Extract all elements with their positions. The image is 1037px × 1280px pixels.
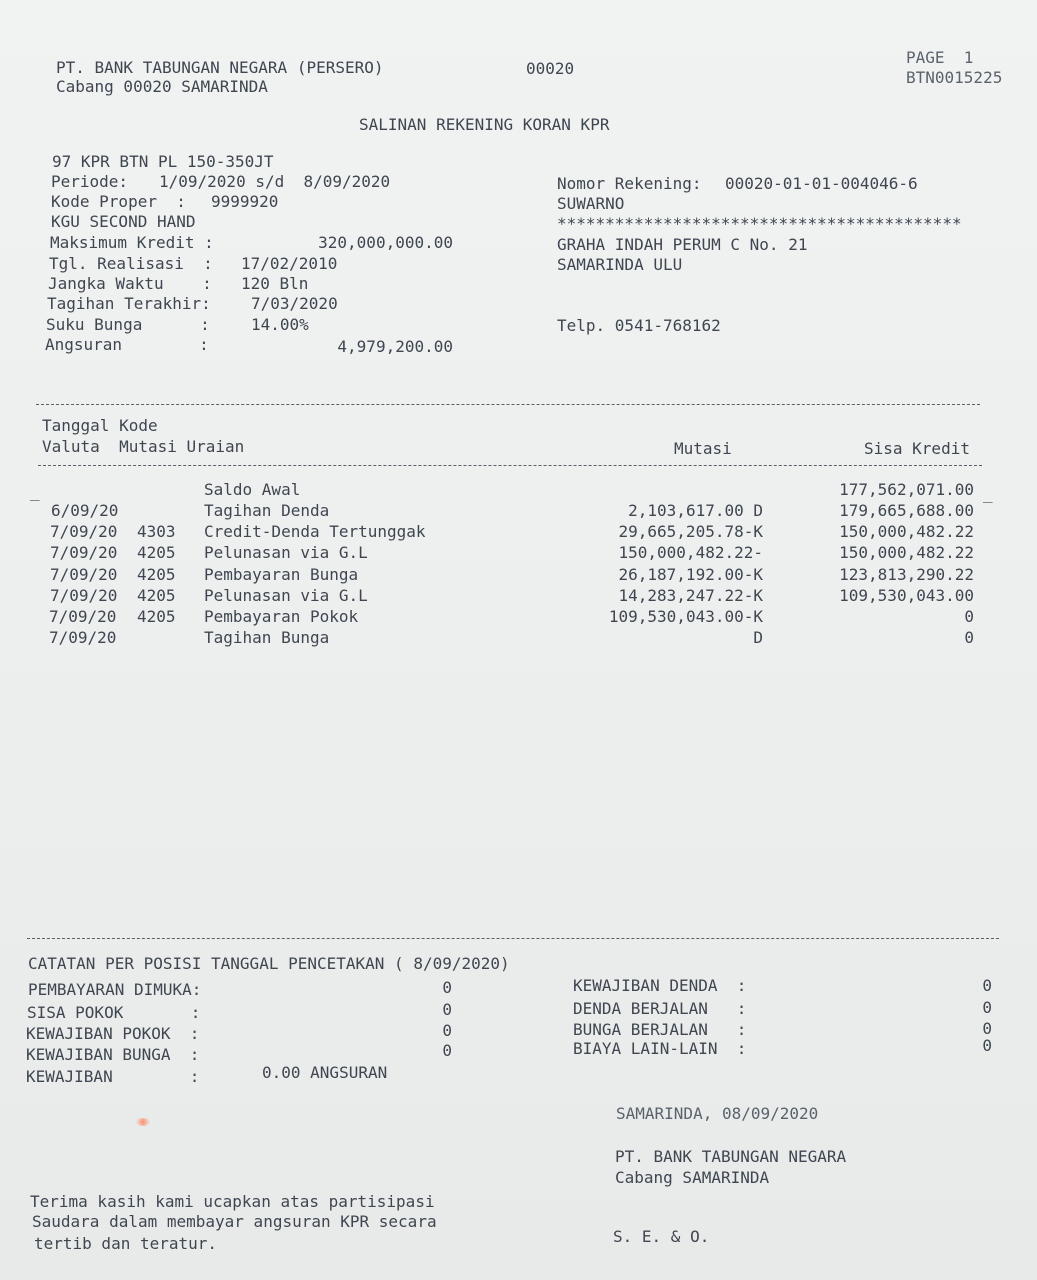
periode-label: Periode: [51, 172, 129, 191]
tagihan-terakhir-label: Tagihan Terakhir: [47, 294, 211, 313]
biaya-lain-value: 0 [982, 1036, 992, 1055]
row-description: Saldo Awal [204, 480, 301, 499]
row-marker-left: _ [30, 482, 40, 501]
row-description: Credit-Denda Tertunggak [204, 522, 426, 541]
pembayaran-dimuka-label: PEMBAYARAN DIMUKA: [28, 980, 202, 999]
pembayaran-dimuka-value: 0 [442, 978, 452, 997]
kewajiban-label: KEWAJIBAN : [26, 1067, 200, 1086]
thanks-line-3: tertib dan teratur. [34, 1234, 218, 1253]
row-date: 7/09/20 [50, 543, 118, 562]
row-code: 4205 [137, 607, 176, 626]
row-sisa-kredit: 150,000,482.22 [839, 522, 974, 541]
masked-separator: ****************************************** [557, 214, 962, 233]
jangka-waktu-label: Jangka Waktu : [48, 274, 212, 293]
maksimum-kredit-value: 320,000,000.00 [318, 233, 453, 252]
row-code: 4303 [137, 522, 176, 541]
row-sisa-kredit: 0 [964, 607, 974, 626]
biaya-lain-label: BIAYA LAIN-LAIN : [573, 1039, 747, 1058]
branch-name: Cabang 00020 SAMARINDA [56, 77, 268, 96]
bunga-berjalan-value: 0 [982, 1019, 992, 1038]
row-sisa-kredit: 123,813,290.22 [839, 565, 974, 584]
row-mutasi: 150,000,482.22- [618, 543, 763, 562]
table-row [0, 627, 1037, 648]
kewajiban-bunga-value: 0 [442, 1041, 452, 1060]
row-mutasi: D [753, 628, 763, 647]
address-line-2: SAMARINDA ULU [557, 255, 683, 274]
kode-proper-label: Kode Proper : [51, 192, 186, 211]
table-row [0, 521, 1037, 542]
row-sisa-kredit: 177,562,071.00 [839, 480, 974, 499]
customer-name: SUWARNO [557, 194, 625, 213]
table-row [0, 564, 1037, 585]
bunga-berjalan-label: BUNGA BERJALAN : [573, 1020, 747, 1039]
summary-divider [27, 938, 999, 939]
table-header-line2: Valuta Mutasi Uraian [42, 437, 245, 456]
row-description: Pembayaran Pokok [204, 607, 359, 626]
kgu-type: KGU SECOND HAND [51, 212, 196, 231]
row-description: Tagihan Denda [204, 501, 330, 520]
page-number: PAGE 1 [906, 48, 974, 67]
errors-omissions-note: S. E. & O. [613, 1227, 710, 1246]
suku-bunga-label: Suku Bunga : [46, 315, 210, 334]
statement-title: SALINAN REKENING KORAN KPR [359, 115, 610, 134]
row-description: Tagihan Bunga [204, 628, 330, 647]
angsuran-value: 4,979,200.00 [337, 337, 453, 356]
table-row [0, 542, 1037, 563]
row-description: Pelunasan via G.L [204, 586, 368, 605]
row-marker-right: _ [983, 484, 993, 503]
column-mutasi: Mutasi [674, 439, 732, 458]
bank-name: PT. BANK TABUNGAN NEGARA (PERSERO) [56, 58, 384, 77]
row-sisa-kredit: 179,665,688.00 [839, 501, 974, 520]
header-divider-bottom [38, 465, 982, 466]
table-row [0, 500, 1037, 521]
row-sisa-kredit: 0 [964, 628, 974, 647]
kewajiban-denda-value: 0 [982, 976, 992, 995]
kewajiban-pokok-value: 0 [442, 1021, 452, 1040]
tagihan-terakhir-value: 7/03/2020 [251, 294, 338, 313]
angsuran-label: Angsuran : [45, 335, 209, 354]
periode-value: 1/09/2020 s/d 8/09/2020 [159, 172, 391, 191]
kewajiban-pokok-label: KEWAJIBAN POKOK : [26, 1024, 200, 1043]
sisa-pokok-label: SISA POKOK : [27, 1003, 201, 1022]
row-date: 7/09/20 [50, 586, 118, 605]
signer-branch: Cabang SAMARINDA [615, 1168, 770, 1187]
jangka-waktu-value: 120 Bln [241, 274, 309, 293]
kewajiban-value: 0.00 ANGSURAN [262, 1063, 388, 1082]
row-date: 7/09/20 [49, 628, 117, 647]
denda-berjalan-label: DENDA BERJALAN : [573, 999, 747, 1018]
table-row [0, 606, 1037, 627]
account-number: 00020-01-01-004046-6 [725, 174, 918, 193]
row-code: 4205 [137, 565, 176, 584]
tgl-realisasi-label: Tgl. Realisasi : [49, 254, 213, 273]
account-label: Nomor Rekening: [557, 174, 702, 193]
phone-number: Telp. 0541-768162 [557, 316, 721, 335]
row-mutasi: 14,283,247.22-K [618, 586, 763, 605]
signer-bank: PT. BANK TABUNGAN NEGARA [615, 1147, 847, 1166]
row-code: 4205 [137, 586, 176, 605]
table-row [0, 479, 1037, 500]
header-divider-top [36, 404, 980, 405]
row-mutasi: 26,187,192.00-K [618, 565, 763, 584]
kewajiban-bunga-label: KEWAJIBAN BUNGA : [26, 1045, 200, 1064]
kode-proper-value: 9999920 [211, 192, 279, 211]
suku-bunga-value: 14.00% [251, 315, 309, 334]
row-date: 7/09/20 [50, 565, 118, 584]
row-mutasi: 109,530,043.00-K [608, 607, 763, 626]
tgl-realisasi-value: 17/02/2010 [241, 254, 338, 273]
sisa-pokok-value: 0 [442, 1000, 452, 1019]
denda-berjalan-value: 0 [982, 998, 992, 1017]
document-code: BTN0015225 [906, 68, 1003, 87]
row-mutasi: 29,665,205.78-K [618, 522, 763, 541]
row-sisa-kredit: 150,000,482.22 [839, 543, 974, 562]
address-line-1: GRAHA INDAH PERUM C No. 21 [557, 235, 808, 254]
column-sisa-kredit: Sisa Kredit [864, 439, 970, 458]
row-code: 4205 [137, 543, 176, 562]
row-date: 6/09/20 [51, 501, 119, 520]
maksimum-kredit-label: Maksimum Kredit : [50, 233, 214, 252]
table-header-line1: Tanggal Kode [42, 416, 158, 435]
row-sisa-kredit: 109,530,043.00 [839, 586, 974, 605]
thanks-line-2: Saudara dalam membayar angsuran KPR secara [32, 1212, 437, 1231]
summary-title: CATATAN PER POSISI TANGGAL PENCETAKAN ( 8/09/2020) [28, 954, 510, 973]
row-description: Pelunasan via G.L [204, 543, 368, 562]
kewajiban-denda-label: KEWAJIBAN DENDA : [573, 976, 747, 995]
light-reflection [136, 1118, 150, 1126]
product-name: 97 KPR BTN PL 150-350JT [52, 152, 274, 171]
branch-code: 00020 [526, 59, 575, 78]
row-date: 7/09/20 [49, 607, 117, 626]
thanks-line-1: Terima kasih kami ucapkan atas partisipasi [30, 1192, 435, 1211]
table-row [0, 585, 1037, 606]
row-date: 7/09/20 [50, 522, 118, 541]
row-mutasi: 2,103,617.00 D [628, 501, 763, 520]
row-description: Pembayaran Bunga [204, 565, 359, 584]
place-date: SAMARINDA, 08/09/2020 [616, 1104, 819, 1123]
